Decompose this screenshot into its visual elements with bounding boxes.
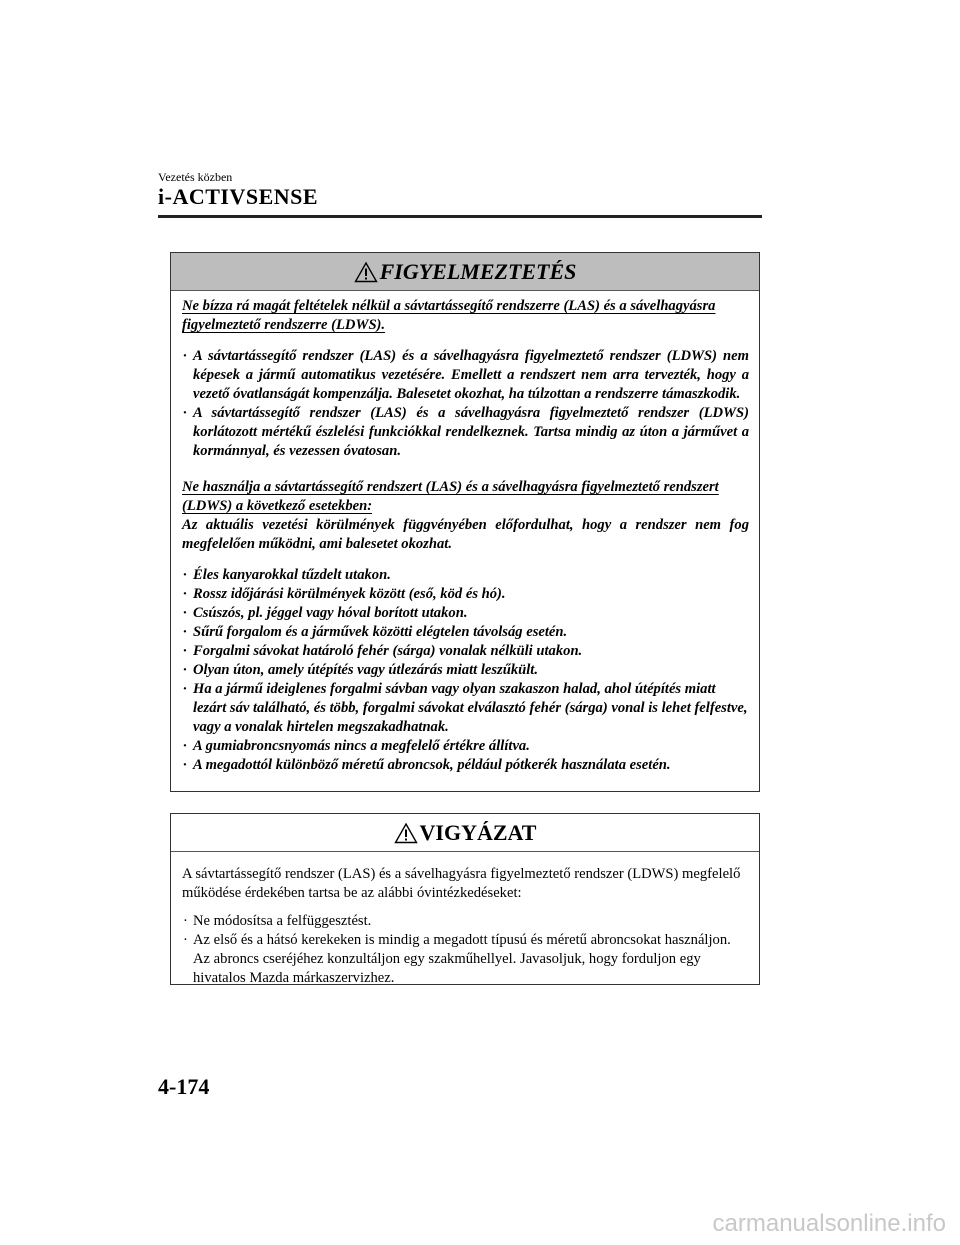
warning-bullets-2 [182,566,749,775]
list-item: · A sávtartássegítő rendszer (LAS) és a sávelhagyásra figyelmeztető rendszer (LDWS) korlátozott mértékű észlelési funkciókkal rendelkeznek. Tartsa mindig az úton a járművet a kormánnyal, és vezessen óvatosan. [182,404,749,461]
page-number: 4-174 [158,1074,210,1099]
warning-triangle-icon [394,822,418,844]
list-item: · Ha a jármű ideiglenes forgalmi sávban vagy olyan szakaszon halad, ahol útépítés miatt lezárt sáv található, és több, forgalmi sávokat elválasztó fehér (sárga) vonal is lehet felfestve, vagy a vonalak hirtelen megszakadhatnak. [182,680,749,737]
caution-bullets [182,912,749,988]
list-item: · Csúszós, pl. jéggel vagy hóval borított utakon. [182,604,749,623]
list-item: · Olyan úton, amely útépítés vagy útlezárás miatt leszűkült. [182,661,749,680]
list-item: · Éles kanyarokkal tűzdelt utakon. [182,566,749,585]
section-label: Vezetés közben [158,170,233,184]
list-item: · Sűrű forgalom és a járművek közötti elégtelen távolság esetén. [182,623,749,642]
caution-header [171,814,759,852]
list-item: · Az első és a hátsó kerekeken is mindig a megadott típusú és méretű abroncsokat használjon. Az abroncs cseréjéhez konzultáljon egy szakműhellyel. Javasoljuk, hogy forduljon egy hivatalos Mazda márkaszervizhez. [182,931,749,988]
warning-heading-1: Ne bízza rá magát feltételek nélkül a sávtartássegítő rendszerre (LAS) és a sávelhagyásra figyelmeztető rendszerre (LDWS). [182,298,716,333]
warning-label: FIGYELMEZTETÉS [379,258,577,284]
list-item: · A megadottól különböző méretű abroncsok, például pótkerék használata esetén. [182,756,749,775]
caution-label: VIGYÁZAT [419,819,537,845]
list-item: · Rossz időjárási körülmények között (eső, köd és hó). [182,585,749,604]
warning-bullets-1 [182,347,749,461]
warning-box [170,252,760,792]
warning-paragraph-2: Az aktuális vezetési körülmények függvényében előfordulhat, hogy a rendszer nem fog megfelelően működni, ami balesetet okozhat. [182,517,749,552]
title-rule [158,215,762,218]
warning-triangle-icon [354,261,378,283]
caution-box [170,813,760,985]
list-item: · A gumiabroncsnyomás nincs a megfelelő értékre állítva. [182,737,749,756]
list-item: · Ne módosítsa a felfüggesztést. [182,912,749,931]
warning-header [171,253,759,291]
watermark: carmanualsonline.info [712,1210,946,1237]
list-item: · A sávtartássegítő rendszer (LAS) és a sávelhagyásra figyelmeztető rendszer (LDWS) nem képesek a jármű automatikus vezetésére. Emellett a rendszert nem arra tervezték, hogy a vezető óvatlanságát kompenzálja. Balesetet okozhat, ha túlzottan a rendszerre támaszkodik. [182,347,749,404]
list-item: · Forgalmi sávokat határoló fehér (sárga) vonalak nélküli utakon. [182,642,749,661]
warning-heading-2: Ne használja a sávtartássegítő rendszert (LAS) és a sávelhagyásra figyelmeztető rendszert (LDWS) a következő esetekben: [182,479,719,514]
caution-paragraph: A sávtartássegítő rendszer (LAS) és a sávelhagyásra figyelmeztető rendszer (LDWS) megfelelő működése érdekében tartsa be az alábbi óvintézkedéseket: [182,866,741,901]
caution-body [171,852,759,988]
warning-body [171,291,759,775]
page-title: i-ACTIVSENSE [158,184,319,209]
